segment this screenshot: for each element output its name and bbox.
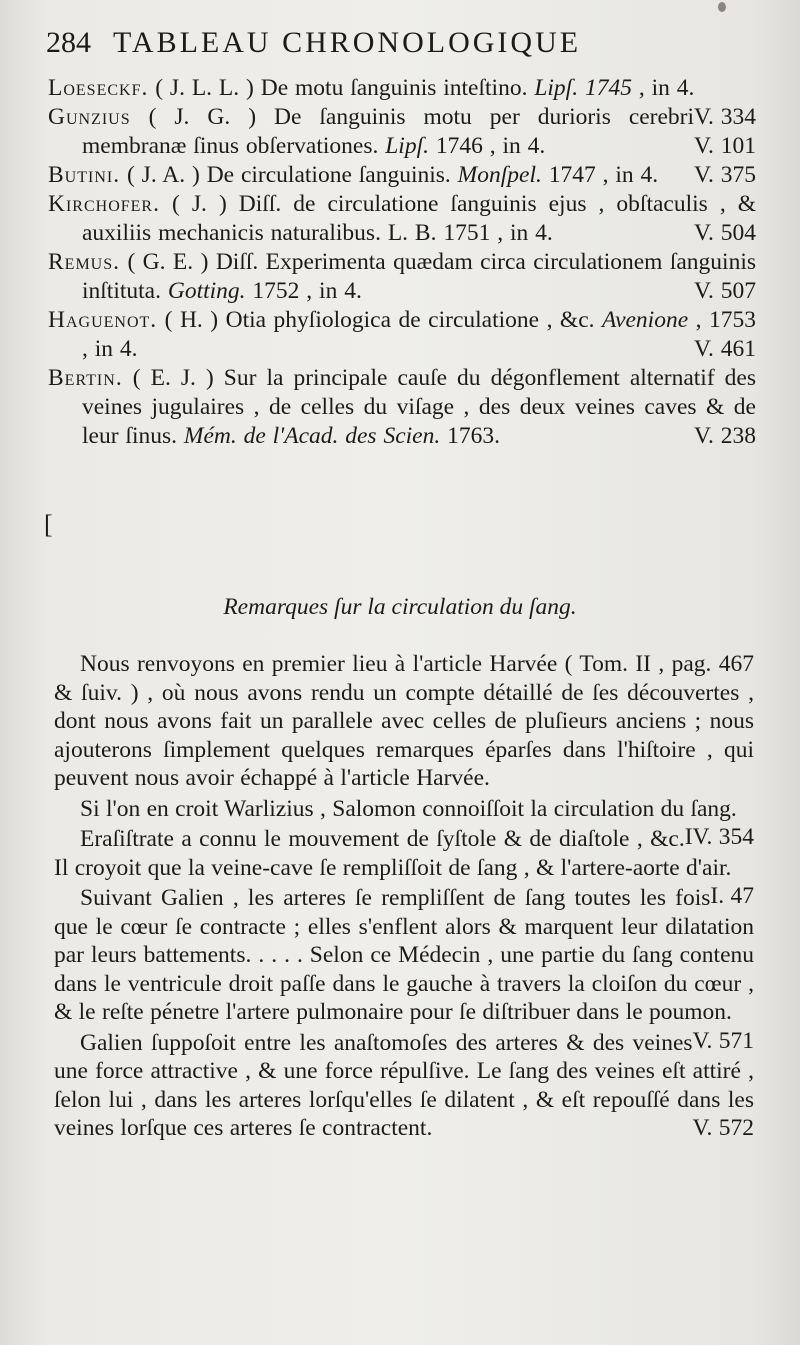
bibliography-list (48, 74, 756, 451)
paragraph-volume-ref: IV. 354 (684, 824, 754, 850)
running-header (46, 26, 766, 60)
entry-text: ( J. L. L. ) De motu ſanguinis inteſtino. (155, 75, 528, 101)
bibliography-entry (48, 103, 756, 161)
section-title: Remarques ſur la circulation du ſang. (223, 594, 577, 620)
page-number: 284 (46, 26, 91, 59)
remark-paragraph (54, 884, 754, 1054)
entry-text: ( J. A. ) De circulatione ſanguinis. (126, 162, 451, 188)
remarks-body (54, 650, 754, 1145)
entry-tail: 1747 , in 4. (548, 162, 659, 188)
entry-italic: Avenione (602, 307, 689, 333)
paragraph-text: Si l'on en croit Warlizius , Salomon connoiſſoit la circulation du ſang. (80, 795, 737, 822)
paragraph-volume-ref: V. 571 (692, 1027, 754, 1054)
entry-italic: Mém. de l'Acad. des Scien. (183, 423, 441, 449)
entry-tail: 1746 , in 4. (435, 133, 546, 159)
remark-paragraph (54, 795, 754, 850)
entry-text: ( H. ) Otia phyſiologica de circulatione , &c. (164, 307, 595, 333)
entry-italic: Lipſ. (385, 133, 429, 159)
paragraph-text: Suivant Galien , les arteres ſe rempliſſent de ſang toutes les fois que le cœur ſe contracte ; elles s'enflent alors & marquent leur dilatation par leurs battements. . . . . Selon ce Médecin , une partie du ſang contenu dans le ventricule droit paſſe dans le gauche à travers la cloiſon du cœur , & le reſte pénetre l'artere pulmonaire pour ſe diſtribuer dans le poumon. (54, 885, 754, 1025)
entry-text: ( J. ) Diſſ. de circulatione ſanguinis ejus , obſtaculis , & auxiliis mechanicis naturalibus. L. B. 1751 , in 4. (82, 191, 757, 246)
entry-italic: Monſpel. (457, 162, 542, 188)
entry-text: ( J. G. ) De ſanguinis motu per durioris cerebri membranæ ſinus obſervationes. (82, 104, 695, 159)
remark-paragraph (54, 1029, 754, 1143)
entry-author: Gunzius (48, 104, 131, 130)
entry-tail: 1763. (447, 423, 500, 449)
entry-volume-ref: V. 507 (694, 278, 756, 304)
paragraph-text: Eraſiſtrate a connu le mouvement de ſyſtole & de diaſtole , &c. Il croyoit que la veine-cave ſe rempliſſoit de ſang , & l'artere-aorte d'air. (54, 826, 732, 881)
entry-volume-ref: V. 101 (694, 133, 756, 159)
paragraph-text: Galien ſuppoſoit entre les anaſtomoſes des arteres & des veines une force attractive , & une force répulſive. Le ſang des veines eſt attiré , ſelon lui , dans les arteres lorſqu'elles ſe dilatent , & eſt repouſſé dans les veines lorſque ces arteres ſe contractent. (54, 1029, 754, 1141)
entry-author: Butini. (48, 162, 121, 188)
bibliography-entry (48, 248, 756, 306)
paragraph-volume-ref: I. 47 (710, 883, 754, 909)
running-title: TABLEAU CHRONOLOGIQUE (113, 26, 582, 59)
bibliography-entry (48, 190, 756, 248)
entry-author: Bertin. (48, 365, 123, 391)
entry-tail: , in 4. (638, 75, 695, 101)
paragraph-volume-ref: V. 572 (692, 1115, 754, 1141)
entry-author: Loeseckf. (48, 75, 149, 101)
margin-bracket-mark: [ (44, 510, 53, 539)
entry-tail: , 1753 , in 4. (82, 307, 756, 362)
entry-volume-ref: V. 461 (694, 336, 756, 362)
remark-paragraph (54, 650, 754, 793)
bibliography-entry (48, 306, 756, 364)
entry-volume-ref: V. 238 (694, 423, 756, 449)
entry-author: Haguenot. (48, 307, 158, 333)
bibliography-entry (48, 364, 756, 451)
entry-text: ( G. E. ) Diſſ. Experimenta quædam circa circulationem ſanguinis inſtituta. (82, 249, 757, 304)
entry-text: ( E. J. ) Sur la principale cauſe du dégonflement alternatif des veines jugulaires , de celles du viſage , des deux veines caves & de leur ſinus. (82, 365, 757, 449)
entry-italic: Lipſ. 1745 (534, 75, 632, 101)
ink-blot-mark (718, 2, 726, 12)
entry-volume-ref: V. 504 (694, 220, 756, 246)
entry-tail: 1752 , in 4. (252, 278, 362, 304)
entry-author: Remus. (48, 249, 121, 275)
entry-author: Kirchofer. (48, 191, 160, 217)
entry-volume-ref: V. 334 (694, 104, 756, 130)
bibliography-entry (48, 161, 756, 190)
paragraph-text: Nous renvoyons en premier lieu à l'article Harvée ( Tom. II , pag. 467 & ſuiv. ) , où nous avons rendu un compte détaillé de ſes découvertes , dont nous avons fait un parallele avec celles de pluſieurs anciens ; nous ajouterons ſimplement quelques remarques éparſes dans l'hiſtoire , qui peuvent nous avoir échappé à l'article Harvée. (54, 651, 754, 791)
remark-paragraph (54, 825, 754, 909)
entry-italic: Gotting. (167, 278, 246, 304)
entry-volume-ref: V. 375 (694, 162, 756, 188)
